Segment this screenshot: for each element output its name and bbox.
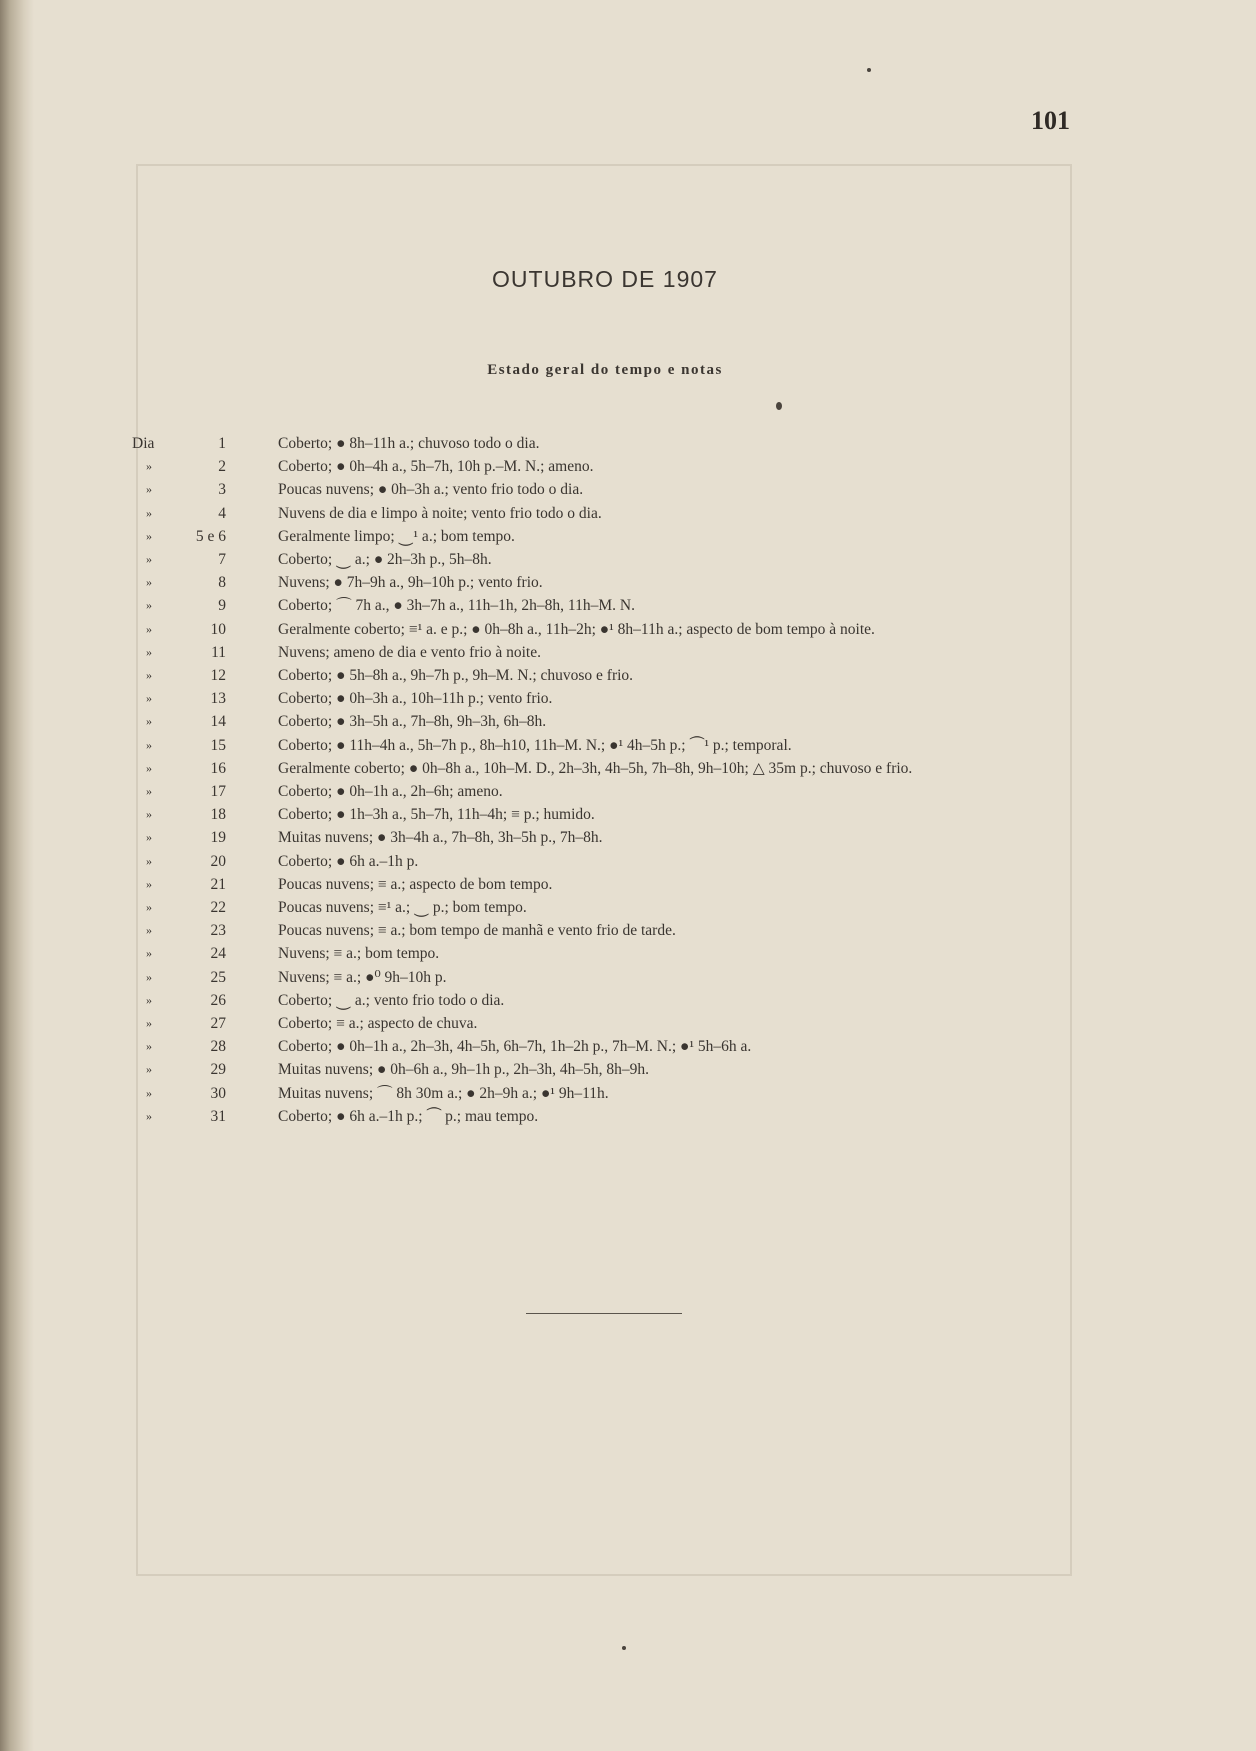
day-number: 8 [218,574,226,592]
row-prefix: » [146,992,152,1007]
weather-note: Coberto; ● 6h a.–1h p. [278,852,419,870]
weather-note: Coberto; ● 0h–1h a., 2h–6h; ameno. [278,783,503,800]
list-item [0,455,1256,478]
day-number: 29 [210,1061,226,1079]
row-prefix: » [146,1085,152,1100]
day-number: 13 [210,690,226,708]
day-number: 7 [218,551,226,568]
day-number: 20 [210,852,226,870]
weather-note: Geralmente coberto; ● 0h–8h a., 10h–M. D., 2h–3h, 4h–5h, 7h–8h, 9h–10h; △ 35m p.; chuvoso e frio. [278,759,913,777]
weather-note: Coberto; ≡ a.; aspecto de chuva. [278,1015,478,1032]
day-number: 3 [218,481,226,499]
day-number: 24 [210,945,226,963]
day-number: 22 [210,899,226,916]
weather-note: Coberto; ● 5h–8h a., 9h–7h p., 9h–M. N.; chuvoso e frio. [278,667,634,684]
closing-rule [526,1313,682,1314]
weather-note: Geralmente coberto; ≡¹ a. e p.; ● 0h–8h a., 11h–2h; ●¹ 8h–11h a.; aspecto de bom tempo à noite. [278,620,875,638]
day-number: 5 e 6 [195,527,226,545]
list-item [0,896,1256,919]
list-item [0,734,1256,757]
row-prefix: » [146,1108,152,1123]
day-number: 4 [218,504,226,522]
weather-note: Coberto; ⏝ a.; vento frio todo o dia. [278,991,505,1009]
list-item [0,919,1256,942]
weather-note: Nuvens; ≡ a.; bom tempo. [278,945,440,963]
list-item [0,525,1256,548]
row-prefix: » [146,714,152,729]
row-prefix: » [146,552,152,566]
row-prefix: » [146,830,152,845]
row-prefix: » [146,621,152,636]
weather-note: Nuvens de dia e limpo à noite; vento frio todo o dia. [278,504,602,522]
list-item [0,989,1256,1012]
row-prefix: » [146,853,152,868]
row-prefix: » [146,459,152,474]
list-item [0,780,1256,803]
weather-note: Nuvens; ameno de dia e vento frio à noite. [278,643,541,661]
day-number: 16 [210,759,226,777]
day-number: 1 [218,435,226,452]
list-item [0,478,1256,501]
day-number: 21 [210,875,226,893]
row-prefix: » [146,784,152,798]
row-prefix: » [146,691,152,706]
weather-note: Coberto; ● 0h–3h a., 10h–11h p.; vento frio. [278,690,553,708]
list-item [0,850,1256,873]
day-number: 11 [211,643,226,661]
day-number: 15 [210,736,226,754]
list-item [0,873,1256,896]
list-item [0,594,1256,617]
list-item [0,826,1256,849]
list-item [0,1035,1256,1058]
row-prefix: » [146,644,152,659]
list-item [0,757,1256,780]
speck-mark [622,1646,626,1650]
day-number: 26 [210,991,226,1009]
list-item [0,1012,1256,1035]
page-number: 101 [1031,106,1070,135]
list-item [0,942,1256,965]
row-prefix: Dia [132,435,155,452]
row-prefix: » [146,807,152,822]
day-number: 28 [210,1038,226,1056]
row-prefix: » [146,969,152,984]
weather-note: Muitas nuvens; ● 0h–6h a., 9h–1h p., 2h–3h, 4h–5h, 8h–9h. [278,1061,650,1079]
day-number: 23 [210,922,226,940]
weather-note: Poucas nuvens; ≡¹ a.; ⏝ p.; bom tempo. [278,899,527,916]
weather-note: Muitas nuvens; ● 3h–4h a., 7h–8h, 3h–5h p., 7h–8h. [278,829,603,847]
weather-note: Coberto; ● 11h–4h a., 5h–7h p., 8h–h10, 11h–M. N.; ●¹ 4h–5h p.; ⏜¹ p.; temporal. [278,736,792,754]
row-prefix: » [146,528,152,543]
row-prefix: » [146,575,152,590]
list-item [0,803,1256,826]
section-subtitle: Estado geral do tempo e notas [487,362,723,378]
speck-mark [776,402,782,410]
row-prefix: » [146,598,152,613]
list-item [0,710,1256,733]
weather-note: Coberto; ● 3h–5h a., 7h–8h, 9h–3h, 6h–8h. [278,713,547,731]
list-item [0,1082,1256,1105]
row-prefix: » [146,1062,152,1077]
row-prefix: » [146,668,152,682]
list-item [0,641,1256,664]
list-item [0,548,1256,571]
list-item [0,432,1256,455]
list-item [0,1105,1256,1128]
weather-note: Nuvens; ≡ a.; ●⁰ 9h–10h p. [278,968,447,986]
row-prefix: » [146,1039,152,1054]
row-prefix: » [146,876,152,891]
weather-note: Coberto; ⏝ a.; ● 2h–3h p., 5h–8h. [278,551,492,568]
weather-note: Poucas nuvens; ≡ a.; bom tempo de manhã e vento frio de tarde. [278,922,676,940]
list-item [0,618,1256,641]
weather-note: Geralmente limpo; ⏝¹ a.; bom tempo. [278,527,515,545]
weather-note: Coberto; ⌒ 7h a., ● 3h–7h a., 11h–1h, 2h–8h, 11h–M. N. [278,597,635,615]
row-prefix: » [146,505,152,520]
day-number: 9 [218,597,226,615]
weather-note: Coberto; ● 6h a.–1h p.; ⏜ p.; mau tempo. [278,1107,539,1125]
weather-note: Coberto; ● 0h–1h a., 2h–3h, 4h–5h, 6h–7h, 1h–2h p., 7h–M. N.; ●¹ 5h–6h a. [278,1038,752,1056]
day-number: 30 [210,1084,226,1102]
weather-note: Poucas nuvens; ● 0h–3h a.; vento frio todo o dia. [278,481,584,499]
weather-note: Coberto; ● 1h–3h a., 5h–7h, 11h–4h; ≡ p.; humido. [278,806,595,824]
row-prefix: » [146,900,152,914]
weather-note: Muitas nuvens; ⌒ 8h 30m a.; ● 2h–9h a.; ●¹ 9h–11h. [278,1084,609,1102]
row-prefix: » [146,760,152,775]
row-prefix: » [146,737,152,752]
row-prefix: » [146,1016,152,1030]
day-number: 14 [210,713,226,731]
list-item [0,687,1256,710]
day-number: 12 [210,667,226,684]
day-number: 19 [210,829,226,847]
day-number: 27 [210,1015,226,1032]
row-prefix: » [146,482,152,497]
weather-note: Coberto; ● 8h–11h a.; chuvoso todo o dia. [278,435,540,452]
weather-note: Poucas nuvens; ≡ a.; aspecto de bom tempo. [278,875,553,893]
row-prefix: » [146,923,152,938]
weather-note: Nuvens; ● 7h–9h a., 9h–10h p.; vento frio. [278,574,543,592]
list-item [0,966,1256,989]
day-number: 17 [210,783,226,800]
speck-mark [867,68,871,72]
row-prefix: » [146,946,152,961]
weather-note: Coberto; ● 0h–4h a., 5h–7h, 10h p.–M. N.; ameno. [278,458,594,476]
day-number: 18 [210,806,226,824]
list-item [0,571,1256,594]
list-item [0,1058,1256,1081]
day-number: 2 [218,458,226,476]
day-number: 10 [210,620,226,638]
page-title: OUTUBRO DE 1907 [492,266,718,292]
day-number: 31 [210,1107,226,1125]
list-item [0,502,1256,525]
day-number: 25 [210,968,226,986]
list-item [0,664,1256,687]
